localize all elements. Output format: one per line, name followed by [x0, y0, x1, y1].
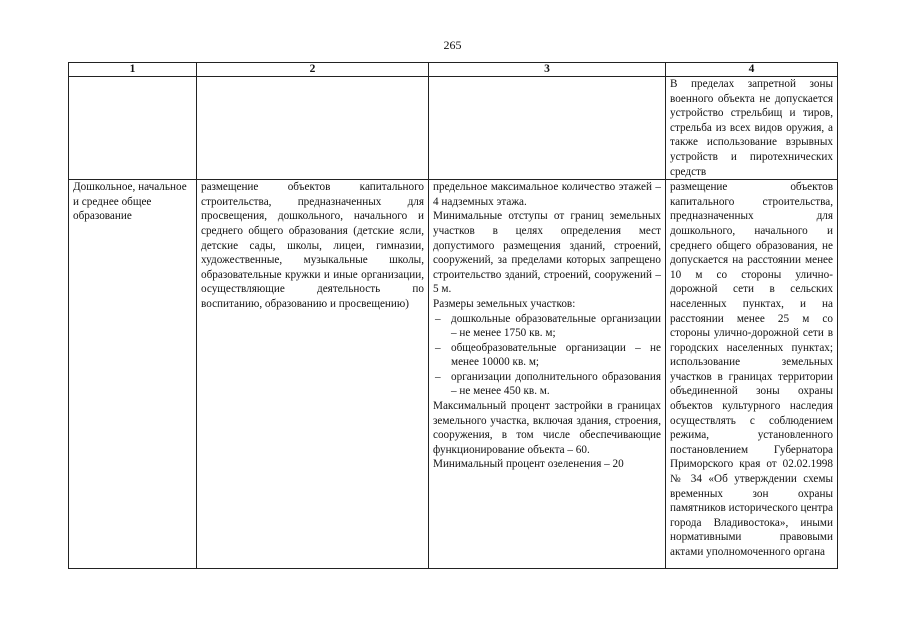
list-item: – дошкольные образовательные организации – не менее 1750 кв. м; [433, 312, 661, 341]
table-row [69, 77, 838, 180]
restriction-text: размещение объектов капитального строительства, предназначенных для дошкольного, начального и среднего общего образования, не допускается на расстоянии менее 10 м со стороны улично-дорожной сети в сельских населенных пунктах, и на расстоянии менее 25 м со стороны улично-дорожной сети в городских населенных пунктах; использование земельных участков в границах территории объединенной зоны охраны объектов культурного наследия осуществлять с соблюдением режима, установленного постановлением Губернатора Приморского края от 02.02.1998 № 34 «Об утверждении схемы временных зон охраны памятников исторического центра города Владивостока», иными нормативными правовыми актами уполномоченного органа [666, 180, 838, 569]
column-header-2: 2 [197, 63, 429, 77]
column-header-3: 3 [429, 63, 666, 77]
plot-size-list [433, 312, 661, 400]
column-header-1: 1 [69, 63, 197, 77]
table-cell [429, 77, 666, 180]
header-row [69, 63, 838, 77]
parameter-text: Максимальный процент застройки в границах земельного участка, включая здания, строения, сооружения, в том числе обеспечивающие функционирование объекта – 60. [433, 400, 661, 456]
column-header-4: 4 [666, 63, 838, 77]
parameter-text: Минимальный процент озеленения – 20 [433, 458, 624, 471]
table-cell [197, 77, 429, 180]
table-row [69, 180, 838, 569]
parameter-text: Размеры земельных участков: [433, 297, 576, 310]
land-use-type: Дошкольное, начальное и среднее общее образование [69, 180, 197, 569]
list-item: – общеобразовательные организации – не менее 10000 кв. м; [433, 341, 661, 370]
list-item: – организации дополнительного образования – не менее 450 кв. м. [433, 370, 661, 399]
parameter-text: Минимальные отступы от границ земельных участков в целях определения мест допустимого размещения зданий, строений, сооружений, за пределами которых запрещено строительство зданий, строений, сооружений – 5 м. [433, 210, 661, 296]
parameters-cell [429, 180, 666, 569]
parameter-text: предельное максимальное количество этажей – 4 надземных этажа. [433, 181, 661, 208]
page-number: 265 [443, 38, 462, 52]
restriction-text: В пределах запретной зоны военного объекта не допускается устройство стрельбищ и тиров, стрельба из всех видов оружия, а также использование взрывных устройств и пиротехнических средств [666, 77, 838, 180]
land-use-description: размещение объектов капитального строительства, предназначенных для просвещения, дошкольного, начального и среднего общего образования (детские ясли, детские сады, школы, лицеи, гимназии, художественные, музыкальные школы, образовательные кружки и иные организации, осуществляющие деятельность по воспитанию, образованию и просвещению) [197, 180, 429, 569]
zoning-table [68, 62, 838, 569]
table-cell [69, 77, 197, 180]
